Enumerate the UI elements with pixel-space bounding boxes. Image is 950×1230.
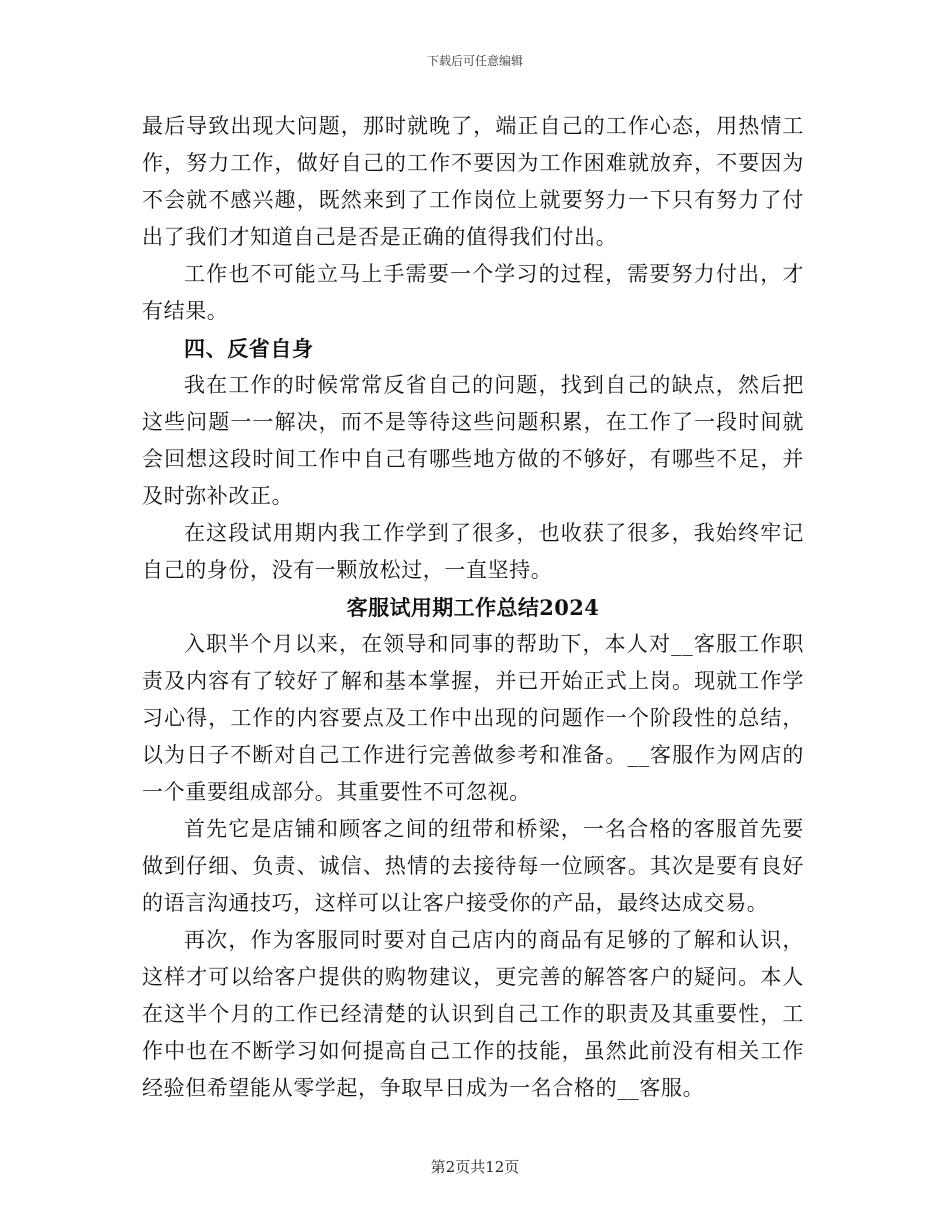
paragraph-4: 在这段试用期内我工作学到了很多，也收获了很多，我始终牢记自己的身份，没有一颗放松过，一直坚持。 — [142, 521, 804, 582]
paragraph-1: 最后导致出现大问题，那时就晚了，端正自己的工作心态，用热情工作，努力工作，做好自己的工作不要因为工作困难就放弃，不要因为不会就不感兴趣，既然来到了工作岗位上就要努力一下只有努力了付出了我们才知道自己是否是正确的值得我们付出。 — [142, 114, 804, 249]
paragraph-6: 首先它是店铺和顾客之间的纽带和桥梁，一名合格的客服首先要做到仔细、负责、诚信、热情的去接待每一位顾客。其次是要有良好的语言沟通技巧，这样可以让客户接受你的产品，最终达成交易。 — [142, 817, 804, 915]
document-title: 客服试用期工作总结2024 — [346, 595, 600, 620]
paragraph-7: 再次，作为客服同时要对自己店内的商品有足够的了解和认识，这样才可以给客户提供的购物建议，更完善的解答客户的疑问。本人在这半个月的工作已经清楚的认识到自己工作的职责及其重要性，工作中也在不断学习如何提高自己工作的技能，虽然此前没有相关工作经验但希望能从零学起，争取早日成为一名合格的__客服。 — [142, 928, 804, 1100]
document-body — [142, 108, 804, 1107]
page-header: 下载后可任意编辑 — [426, 54, 523, 68]
paragraph-5: 入职半个月以来，在领导和同事的帮助下，本人对__客服工作职责及内容有了较好了解和基本掌握，并已开始正式上岗。现就工作学习心得，工作的内容要点及工作中出现的问题作一个阶段性的总结，以为日子不断对自己工作进行完善做参考和准备。__客服作为网店的一个重要组成部分。其重要性不可忽视。 — [142, 632, 804, 804]
paragraph-2: 工作也不可能立马上手需要一个学习的过程，需要努力付出，才有结果。 — [142, 262, 804, 323]
section-heading: 四、反省自身 — [184, 336, 314, 361]
paragraph-3: 我在工作的时候常常反省自己的问题，找到自己的缺点，然后把这些问题一一解决，而不是等待这些问题积累，在工作了一段时间就会回想这段时间工作中自己有哪些地方做的不够好，有哪些不足，并及时弥补改正。 — [142, 373, 804, 508]
page-footer: 第2页共12页 — [430, 1158, 520, 1176]
